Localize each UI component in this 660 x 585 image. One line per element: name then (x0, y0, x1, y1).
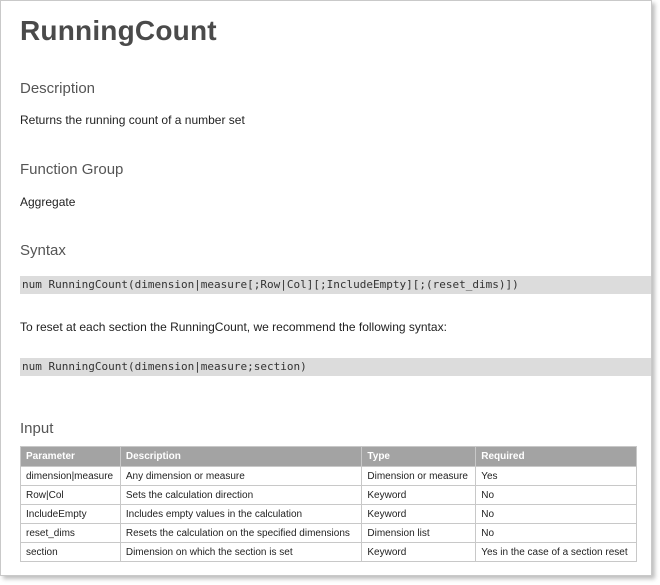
page-title: RunningCount (20, 15, 217, 46)
table-row (21, 524, 637, 543)
cell-required: No (476, 486, 637, 505)
cell-description: Includes empty values in the calculation (120, 505, 362, 524)
cell-type: Keyword (362, 486, 476, 505)
function-group-text: Aggregate (20, 195, 76, 209)
cell-required: No (476, 505, 637, 524)
cell-required: No (476, 524, 637, 543)
cell-parameter: dimension|measure (21, 467, 121, 486)
cell-required: Yes (476, 467, 637, 486)
cell-type: Keyword (362, 543, 476, 562)
cell-parameter: section (21, 543, 121, 562)
input-parameters-table (20, 446, 637, 562)
table-row (21, 543, 637, 562)
input-heading: Input (20, 420, 54, 437)
section-syntax-code-block: num RunningCount(dimension|measure;section) (20, 358, 651, 376)
cell-type: Dimension list (362, 524, 476, 543)
cell-parameter: Row|Col (21, 486, 121, 505)
description-heading: Description (20, 80, 96, 97)
syntax-note: To reset at each section the RunningCount, we recommend the following syntax: (20, 320, 447, 334)
cell-description: Any dimension or measure (120, 467, 362, 486)
table-header-row (21, 447, 637, 467)
cell-parameter: reset_dims (21, 524, 121, 543)
cell-description: Dimension on which the section is set (120, 543, 362, 562)
description-text: Returns the running count of a number set (20, 113, 245, 127)
cell-required: Yes in the case of a section reset (476, 543, 637, 562)
syntax-code-block: num RunningCount(dimension|measure[;Row|Col][;IncludeEmpty][;(reset_dims)]) (20, 276, 651, 294)
cell-type: Keyword (362, 505, 476, 524)
table-row (21, 486, 637, 505)
table-row (21, 505, 637, 524)
cell-parameter: IncludeEmpty (21, 505, 121, 524)
column-header-description: Description (120, 447, 362, 467)
function-group-heading: Function Group (20, 161, 124, 178)
column-header-required: Required (476, 447, 637, 467)
syntax-heading: Syntax (20, 242, 66, 259)
column-header-parameter: Parameter (21, 447, 121, 467)
cell-type: Dimension or measure (362, 467, 476, 486)
column-header-type: Type (362, 447, 476, 467)
table-row (21, 467, 637, 486)
cell-description: Sets the calculation direction (120, 486, 362, 505)
cell-description: Resets the calculation on the specified dimensions (120, 524, 362, 543)
